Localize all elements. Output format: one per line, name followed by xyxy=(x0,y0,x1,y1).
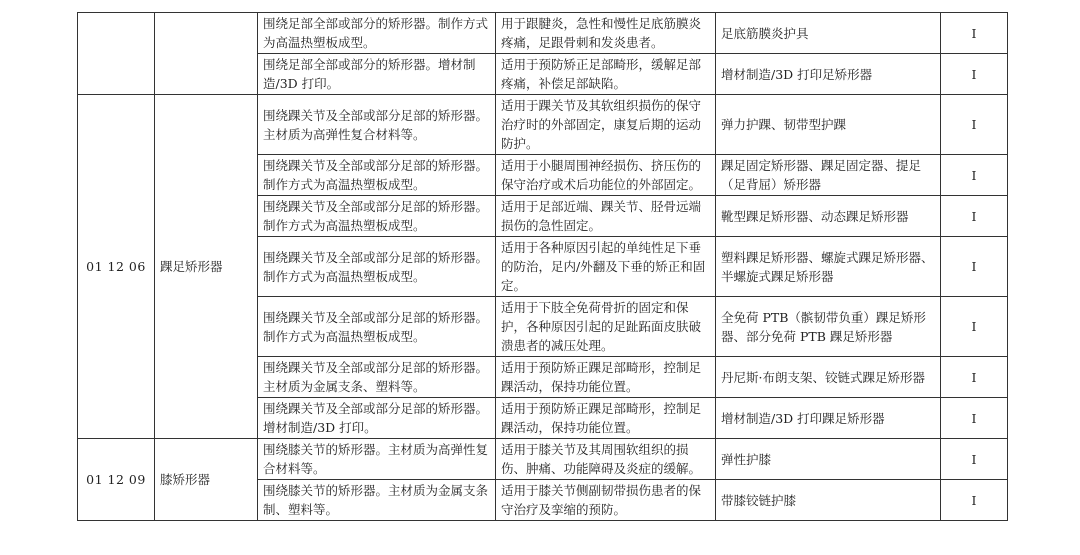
intended-use-cell: 适用于预防矫正踝足部畸形，控制足踝活动，保持功能位置。 xyxy=(496,398,716,439)
examples-cell: 全免荷 PTB（髌韧带负重）踝足矫形器、部分免荷 PTB 踝足矫形器 xyxy=(716,297,941,357)
examples-cell: 踝足固定矫形器、踝足固定器、提足（足背屈）矫形器 xyxy=(716,155,941,196)
class-cell: Ⅰ xyxy=(941,398,1008,439)
code-cell: 01 12 06 xyxy=(78,95,155,439)
description-cell: 围绕足部全部或部分的矫形器。制作方式为高温热塑板成型。 xyxy=(258,13,496,54)
class-cell: Ⅰ xyxy=(941,54,1008,95)
examples-cell: 塑料踝足矫形器、螺旋式踝足矫形器、半螺旋式踝足矫形器 xyxy=(716,237,941,297)
examples-cell: 靴型踝足矫形器、动态踝足矫形器 xyxy=(716,196,941,237)
category-cell xyxy=(155,13,258,95)
description-cell: 围绕踝关节及全部或部分足部的矫形器。制作方式为高温热塑板成型。 xyxy=(258,196,496,237)
examples-cell: 增材制造/3D 打印踝足矫形器 xyxy=(716,398,941,439)
class-cell: Ⅰ xyxy=(941,13,1008,54)
examples-cell: 增材制造/3D 打印足矫形器 xyxy=(716,54,941,95)
class-cell: Ⅰ xyxy=(941,439,1008,480)
category-cell: 膝矫形器 xyxy=(155,439,258,521)
examples-cell: 弹性护膝 xyxy=(716,439,941,480)
table-row xyxy=(78,95,1008,155)
device-classification-table xyxy=(77,12,1008,521)
intended-use-cell: 适用于足部近端、踝关节、胫骨远端损伤的急性固定。 xyxy=(496,196,716,237)
class-cell: Ⅰ xyxy=(941,357,1008,398)
description-cell: 围绕踝关节及全部或部分足部的矫形器。制作方式为高温热塑板成型。 xyxy=(258,155,496,196)
class-cell: Ⅰ xyxy=(941,237,1008,297)
intended-use-cell: 适用于踝关节及其软组织损伤的保守治疗时的外部固定，康复后期的运动防护。 xyxy=(496,95,716,155)
table-row xyxy=(78,13,1008,54)
description-cell: 围绕踝关节及全部或部分足部的矫形器。增材制造/3D 打印。 xyxy=(258,398,496,439)
description-cell: 围绕膝关节的矫形器。主材质为金属支条制、塑料等。 xyxy=(258,480,496,521)
intended-use-cell: 适用于预防矫正足部畸形，缓解足部疼痛，补偿足部缺陷。 xyxy=(496,54,716,95)
table-row xyxy=(78,439,1008,480)
description-cell: 围绕踝关节及全部或部分足部的矫形器。制作方式为高温热塑板成型。 xyxy=(258,297,496,357)
examples-cell: 足底筋膜炎护具 xyxy=(716,13,941,54)
class-cell: Ⅰ xyxy=(941,297,1008,357)
class-cell: Ⅰ xyxy=(941,95,1008,155)
examples-cell: 弹力护踝、韧带型护踝 xyxy=(716,95,941,155)
intended-use-cell: 适用于小腿周围神经损伤、挤压伤的保守治疗或术后功能位的外部固定。 xyxy=(496,155,716,196)
intended-use-cell: 适用于下肢全免荷骨折的固定和保护，各种原因引起的足趾跖面皮肤破溃患者的减压处理。 xyxy=(496,297,716,357)
intended-use-cell: 适用于预防矫正踝足部畸形，控制足踝活动，保持功能位置。 xyxy=(496,357,716,398)
intended-use-cell: 适用于膝关节及其周围软组织的损伤、肿痛、功能障碍及炎症的缓解。 xyxy=(496,439,716,480)
description-cell: 围绕足部全部或部分的矫形器。增材制造/3D 打印。 xyxy=(258,54,496,95)
intended-use-cell: 用于跟腱炎，急性和慢性足底筋膜炎疼痛，足跟骨刺和发炎患者。 xyxy=(496,13,716,54)
intended-use-cell: 适用于各种原因引起的单纯性足下垂的防治，足内/外翻及下垂的矫正和固定。 xyxy=(496,237,716,297)
description-cell: 围绕踝关节及全部或部分足部的矫形器。主材质为高弹性复合材料等。 xyxy=(258,95,496,155)
class-cell: Ⅰ xyxy=(941,480,1008,521)
code-cell: 01 12 09 xyxy=(78,439,155,521)
intended-use-cell: 适用于膝关节侧副韧带损伤患者的保守治疗及挛缩的预防。 xyxy=(496,480,716,521)
description-cell: 围绕踝关节及全部或部分足部的矫形器。主材质为金属支条、塑料等。 xyxy=(258,357,496,398)
category-cell: 踝足矫形器 xyxy=(155,95,258,439)
class-cell: Ⅰ xyxy=(941,196,1008,237)
class-cell: Ⅰ xyxy=(941,155,1008,196)
code-cell xyxy=(78,13,155,95)
examples-cell: 丹尼斯·布朗支架、铰链式踝足矫形器 xyxy=(716,357,941,398)
description-cell: 围绕膝关节的矫形器。主材质为高弹性复合材料等。 xyxy=(258,439,496,480)
examples-cell: 带膝铰链护膝 xyxy=(716,480,941,521)
description-cell: 围绕踝关节及全部或部分足部的矫形器。制作方式为高温热塑板成型。 xyxy=(258,237,496,297)
